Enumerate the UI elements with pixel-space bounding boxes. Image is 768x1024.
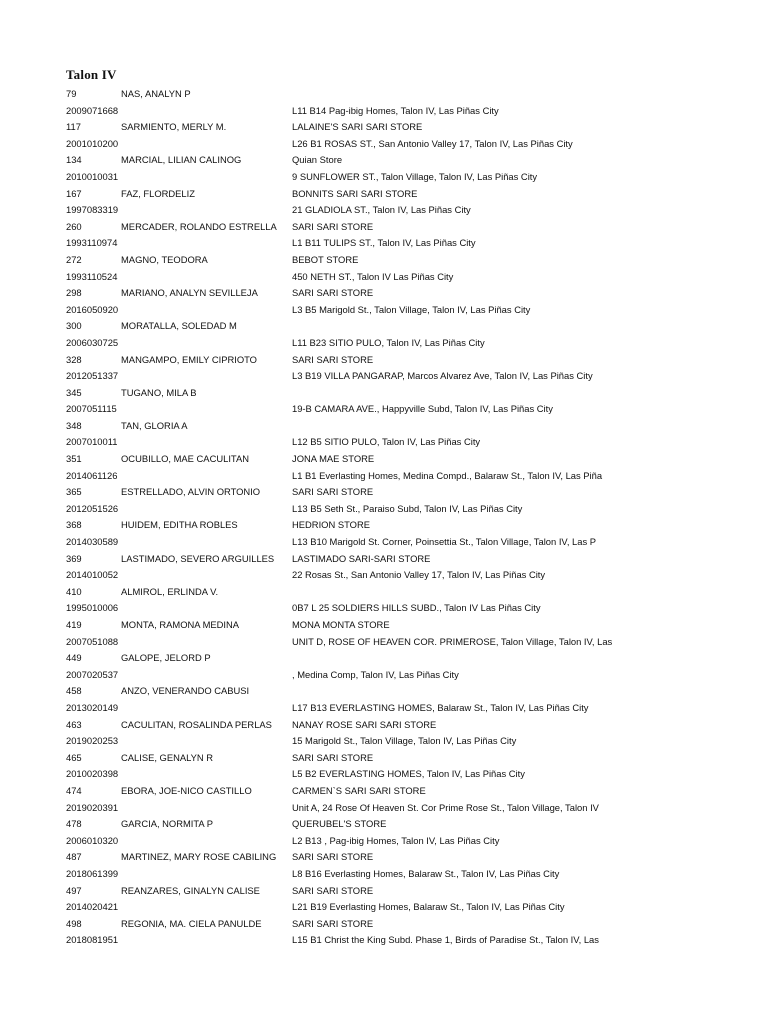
record-line-1 [0,584,768,601]
record [0,119,768,152]
record-id: 2001010200 [66,137,119,149]
record-name: MARIANO, ANALYN SEVILLEJA [121,287,258,299]
record [0,252,768,285]
record-address: L3 B5 Marigold St., Talon Village, Talon IV, Las Piñas City [292,303,531,315]
record-line-2 [0,269,768,286]
record-line-1 [0,219,768,236]
record-id: 2007051088 [66,635,119,647]
record-business: LALAINE'S SARI SARI STORE [292,121,423,133]
record-line-2 [0,800,768,817]
record-line-2 [0,103,768,120]
record-number: 117 [66,121,81,133]
record-id: 2018081951 [66,934,119,946]
record-line-2 [0,434,768,451]
record-address: L11 B23 SITIO PULO, Talon IV, Las Piñas City [292,336,485,348]
record-name: GARCIA, NORMITA P [121,818,214,830]
record-business: BONNITS SARI SARI STORE [292,187,418,199]
record-number: 365 [66,486,82,498]
record-name: MONTA, RAMONA MEDINA [121,619,240,630]
record-name: ESTRELLADO, ALVIN ORTONIO [121,486,261,498]
record-name: EBORA, JOE-NICO CASTILLO [121,784,252,796]
record-business: HEDRION STORE [292,519,370,531]
record-number: 498 [66,917,82,929]
record-address: 0B7 L 25 SOLDIERS HILLS SUBD., Talon IV Las Piñas City [292,602,541,614]
record-line-2 [0,235,768,252]
record [0,584,768,617]
record-business: SARI SARI STORE [292,917,374,929]
record-line-2 [0,401,768,418]
record-number: 419 [66,619,82,630]
record [0,551,768,584]
record-id: 2010020398 [66,768,119,780]
record-address: L5 B2 EVERLASTING HOMES, Talon IV, Las Piñas City [292,768,525,780]
record-number: 410 [66,585,82,597]
record [0,418,768,451]
record-name: REGONIA, MA. CIELA PANULDE [121,917,262,929]
record-number: 497 [66,884,82,896]
record-address: L13 B5 Seth St., Paraiso Subd, Talon IV, Las Piñas City [292,502,523,514]
record-business: SARI SARI STORE [292,220,374,232]
record-business: Quian Store [292,154,343,166]
record-business: JONA MAE STORE [292,453,375,465]
record-address: L13 B10 Marigold St. Corner, Poinsettia St., Talon Village, Talon IV, Las P [292,536,597,548]
record-line-1 [0,750,768,767]
record-number: 458 [66,685,82,697]
record-id: 2018061399 [66,867,119,879]
record-name: NAS, ANALYN P [121,88,191,99]
record-name: CACULITAN, ROSALINDA PERLAS [121,718,272,730]
record [0,849,768,882]
record [0,219,768,252]
record-id: 2007020537 [66,668,119,680]
record-name: LASTIMADO, SEVERO ARGUILLES [121,552,275,564]
record-id: 1993110524 [66,270,118,282]
record-line-1 [0,418,768,435]
record-line-2 [0,766,768,783]
record-number: 465 [66,751,82,763]
record-address: 450 NETH ST., Talon IV Las Piñas City [292,270,454,282]
record-line-1 [0,484,768,501]
record [0,783,768,816]
record-number: 167 [66,187,82,199]
record-line-1 [0,650,768,667]
record-line-2 [0,667,768,684]
record [0,385,768,418]
record-number: 134 [66,154,82,166]
record-name: MARCIAL, LILIAN CALINOG [121,154,242,166]
record-name: TUGANO, MILA B [121,386,197,398]
record-id: 2014061126 [66,469,118,481]
record-address: L17 B13 EVERLASTING HOMES, Balaraw St., Talon IV, Las Piñas City [292,701,589,713]
record-address: L21 B19 Everlasting Homes, Balaraw St., Talon IV, Las Piñas City [292,901,565,913]
record-line-2 [0,866,768,883]
record-name: ANZO, VENERANDO CABUSI [121,685,250,697]
record-address: , Medina Comp, Talon IV, Las Piñas City [292,668,459,680]
record-id: 2007010011 [66,436,118,448]
record-line-2 [0,634,768,651]
record-id: 1995010006 [66,602,119,614]
record-line-2 [0,169,768,186]
record-line-2 [0,136,768,153]
record-business: SARI SARI STORE [292,851,374,863]
record-id: 2019020253 [66,735,119,747]
record-id: 2012051337 [66,370,119,382]
record-number: 260 [66,220,82,232]
record-id: 2014020421 [66,901,119,913]
record-id: 2009071668 [66,104,119,116]
record-address: UNIT D, ROSE OF HEAVEN COR. PRIMEROSE, Talon Village, Talon IV, Las [292,635,613,647]
record [0,352,768,385]
record-line-1 [0,385,768,402]
record-line-1 [0,717,768,734]
record [0,683,768,716]
record-line-2 [0,501,768,518]
record-address: 21 GLADIOLA ST., Talon IV, Las Piñas City [292,204,471,216]
record-line-1 [0,186,768,203]
record-name: MARTINEZ, MARY ROSE CABILING [121,851,277,863]
record-number: 300 [66,320,82,332]
record-id: 2013020149 [66,701,119,713]
record-id: 1993110974 [66,237,118,249]
record-business: NANAY ROSE SARI SARI STORE [292,718,437,730]
record [0,484,768,517]
record-name: REANZARES, GINALYN CALISE [121,884,260,896]
record-line-1 [0,252,768,269]
record-name: MORATALLA, SOLEDAD M [121,320,237,332]
record-address: L8 B16 Everlasting Homes, Balaraw St., Talon IV, Las Piñas City [292,867,560,879]
record-name: MERCADER, ROLANDO ESTRELLA [121,220,277,232]
record-number: 345 [66,386,82,398]
record [0,617,768,650]
record-number: 487 [66,851,82,863]
record-address: L15 B1 Christ the King Subd. Phase 1, Birds of Paradise St., Talon IV, Las [292,934,599,946]
record-line-2 [0,733,768,750]
record-name: CALISE, GENALYN R [121,751,214,763]
record-number: 272 [66,253,82,265]
record-number: 348 [66,419,82,431]
record-line-2 [0,833,768,850]
record-id: 2006010320 [66,834,119,846]
record [0,750,768,783]
record-address: 15 Marigold St., Talon Village, Talon IV, Las Piñas City [292,735,517,747]
record [0,451,768,484]
record-business: QUERUBEL'S STORE [292,818,387,830]
record-id: 2014030589 [66,536,119,548]
section-title: Talon IV [66,67,117,82]
record-id: 2007051115 [66,403,117,415]
record-address: L12 B5 SITIO PULO, Talon IV, Las Piñas City [292,436,481,448]
record-line-2 [0,302,768,319]
record-line-2 [0,335,768,352]
record-line-1 [0,119,768,136]
record-line-2 [0,567,768,584]
record-address: 22 Rosas St., San Antonio Valley 17, Talon IV, Las Piñas City [292,569,546,581]
record-id: 2006030725 [66,336,119,348]
record-address: L1 B1 Everlasting Homes, Medina Compd., Balaraw St., Talon IV, Las Piña [292,469,603,481]
record-name: SARMIENTO, MERLY M. [121,121,227,133]
record-id: 2019020391 [66,801,119,813]
record-line-1 [0,451,768,468]
record-address: Unit A, 24 Rose Of Heaven St. Cor Prime Rose St., Talon Village, Talon IV [292,801,599,813]
record-name: ALMIROL, ERLINDA V. [121,585,219,597]
record-line-1 [0,849,768,866]
record-name: MAGNO, TEODORA [121,253,208,265]
record-address: L1 B11 TULIPS ST., Talon IV, Las Piñas City [292,237,476,249]
record [0,916,768,949]
record-address: L2 B13 , Pag-ibig Homes, Talon IV, Las Piñas City [292,834,500,846]
record-address: 19-B CAMARA AVE., Happyville Subd, Talon IV, Las Piñas City [292,403,553,415]
record-id: 2010010031 [66,170,119,182]
record-line-2 [0,932,768,949]
record-line-2 [0,534,768,551]
record-line-1 [0,318,768,335]
record-line-2 [0,899,768,916]
record-number: 474 [66,784,82,796]
record [0,816,768,849]
record-business: CARMEN`S SARI SARI STORE [292,784,426,796]
record-number: 298 [66,287,82,299]
record [0,318,768,351]
record-business: SARI SARI STORE [292,353,374,365]
record-number: 79 [66,88,77,99]
record-business: MONA MONTA STORE [292,619,390,630]
record-number: 478 [66,818,82,830]
record [0,517,768,550]
record-number: 463 [66,718,82,730]
record [0,186,768,219]
record [0,717,768,750]
record-line-1 [0,352,768,369]
record-line-2 [0,468,768,485]
record-number: 369 [66,552,82,564]
record-id: 2012051526 [66,502,119,514]
record-line-2 [0,700,768,717]
record-address: L26 B1 ROSAS ST., San Antonio Valley 17, Talon IV, Las Piñas City [292,137,573,149]
record-number: 449 [66,652,82,664]
record [0,86,768,119]
record-business: SARI SARI STORE [292,287,374,299]
record-name: MANGAMPO, EMILY CIPRIOTO [121,353,257,365]
record-name: TAN, GLORIA A [121,419,188,431]
record-business: BEBOT STORE [292,253,359,265]
record-address: 9 SUNFLOWER ST., Talon Village, Talon IV, Las Piñas City [292,170,538,182]
record [0,152,768,185]
record-number: 351 [66,453,82,465]
record-line-1 [0,816,768,833]
record [0,285,768,318]
record-id: 1997083319 [66,204,119,216]
record-address: L3 B19 VILLA PANGARAP, Marcos Alvarez Ave, Talon IV, Las Piñas City [292,370,593,382]
record-business: LASTIMADO SARI-SARI STORE [292,552,431,564]
record-line-1 [0,517,768,534]
record-line-1 [0,86,768,103]
record-name: HUIDEM, EDITHA ROBLES [121,519,238,531]
record-line-1 [0,683,768,700]
record-line-1 [0,883,768,900]
record-name: FAZ, FLORDELIZ [121,187,195,199]
record-line-1 [0,916,768,933]
record-line-1 [0,152,768,169]
record-name: OCUBILLO, MAE CACULITAN [121,453,249,465]
record-line-2 [0,368,768,385]
record-line-1 [0,285,768,302]
record-line-1 [0,617,768,634]
record-id: 2016050920 [66,303,119,315]
records-list [0,86,768,949]
record-line-1 [0,551,768,568]
record-line-1 [0,783,768,800]
record-name: GALOPE, JELORD P [121,652,211,664]
record [0,650,768,683]
record-line-2 [0,202,768,219]
record-address: L11 B14 Pag-ibig Homes, Talon IV, Las Piñas City [292,104,499,116]
record-business: SARI SARI STORE [292,751,374,763]
record-business: SARI SARI STORE [292,884,374,896]
record [0,883,768,916]
record-number: 368 [66,519,82,531]
record-line-2 [0,600,768,617]
record-number: 328 [66,353,82,365]
record-id: 2014010052 [66,569,119,581]
record-business: SARI SARI STORE [292,486,374,498]
